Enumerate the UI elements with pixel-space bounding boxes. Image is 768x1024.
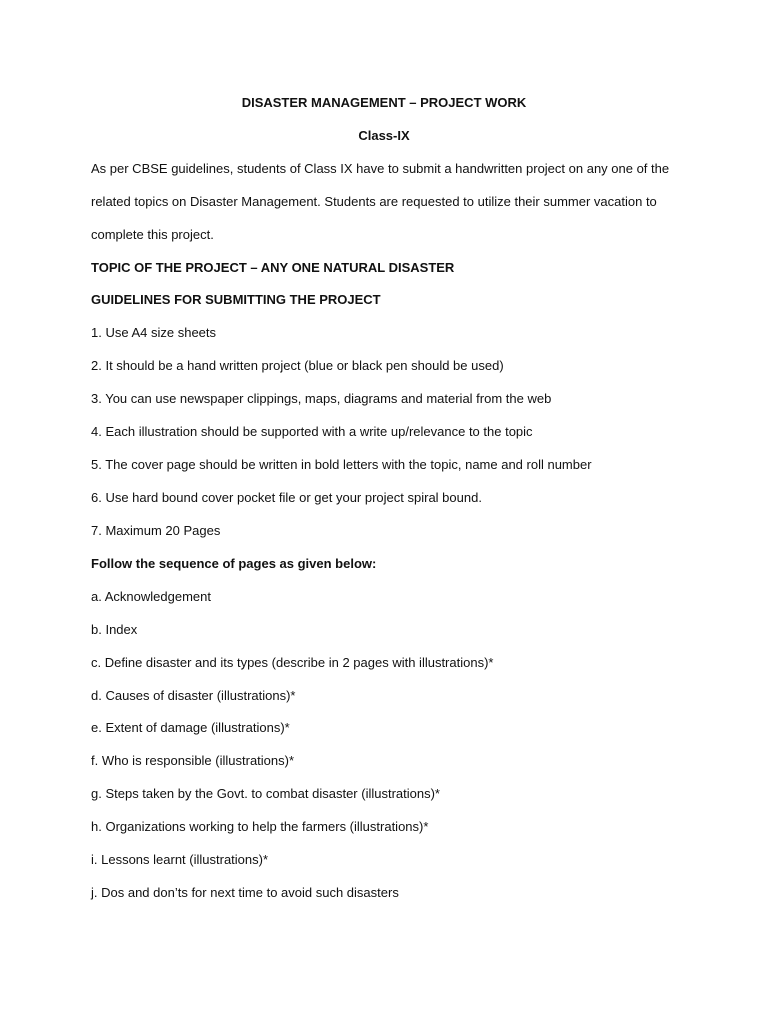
sequence-item: h. Organizations working to help the farmers (illustrations)* <box>91 819 429 834</box>
sequence-item: f. Who is responsible (illustrations)* <box>91 753 295 768</box>
guidelines-heading: GUIDELINES FOR SUBMITTING THE PROJECT <box>91 292 381 307</box>
guideline-item: 2. It should be a hand written project (blue or black pen should be used) <box>91 358 504 373</box>
guideline-item: 7. Maximum 20 Pages <box>91 523 221 538</box>
sequence-heading: Follow the sequence of pages as given below: <box>91 556 377 571</box>
guideline-item: 1. Use A4 size sheets <box>91 325 217 340</box>
sequence-item: j. Dos and don’ts for next time to avoid such disasters <box>91 885 399 900</box>
document-subtitle: Class-IX <box>358 128 410 143</box>
sequence-item: a. Acknowledgement <box>91 589 211 604</box>
sequence-item: c. Define disaster and its types (describe in 2 pages with illustrations)* <box>91 655 494 670</box>
sequence-item: e. Extent of damage (illustrations)* <box>91 720 290 735</box>
document-title: DISASTER MANAGEMENT – PROJECT WORK <box>241 95 527 110</box>
guideline-item: 6. Use hard bound cover pocket file or get your project spiral bound. <box>91 490 482 505</box>
intro-line: As per CBSE guidelines, students of Class IX have to submit a handwritten project on any one of the <box>91 161 670 176</box>
guideline-item: 4. Each illustration should be supported with a write up/relevance to the topic <box>91 424 533 439</box>
guideline-item: 5. The cover page should be written in bold letters with the topic, name and roll number <box>91 457 592 472</box>
topic-heading: TOPIC OF THE PROJECT – ANY ONE NATURAL DISASTER <box>91 260 455 275</box>
intro-line: related topics on Disaster Management. Students are requested to utilize their summer vacation to <box>91 194 657 209</box>
sequence-item: b. Index <box>91 622 138 637</box>
sequence-item: i. Lessons learnt (illustrations)* <box>91 852 269 867</box>
sequence-item: d. Causes of disaster (illustrations)* <box>91 688 296 703</box>
intro-line: complete this project. <box>91 227 214 242</box>
sequence-item: g. Steps taken by the Govt. to combat disaster (illustrations)* <box>91 786 440 801</box>
guideline-item: 3. You can use newspaper clippings, maps, diagrams and material from the web <box>91 391 552 406</box>
